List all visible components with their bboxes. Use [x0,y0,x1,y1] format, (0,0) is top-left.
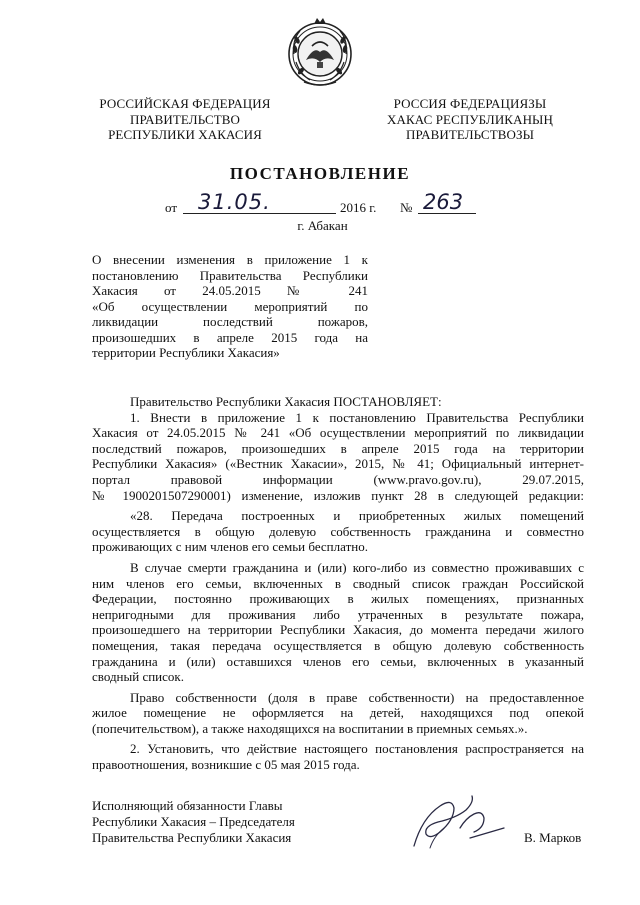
subject-line: произошедших в апреле 2015 года на [92,329,368,345]
header-right-line-3: ПРАВИТЕЛЬСТВОЗЫ [405,127,535,142]
header-left-line-1: РОССИЙСКАЯ ФЕДЕРАЦИЯ [99,96,271,111]
quote-2-line: В случае смерти гражданина и (или) кого-либо из совместно проживавших с [130,559,584,575]
subject-line: «Об осуществлении мероприятий по [92,298,368,314]
signer-position-line: Исполняющий обязанности Главы [92,798,283,813]
quote-2-line: помещения, такая передача осуществляется в общую долевую собственность [92,637,584,653]
subject-line: ликвидации последствий пожаров, [92,314,368,329]
item-1-line: Республики Хакасия» («Вестник Хакасии», 2015, № 41; Официальный интернет- [92,456,584,472]
item-1-line: 1. Внести в приложение 1 к постановлению Правительства Республики [130,409,584,425]
subject-line: территории Республики Хакасия» [92,345,280,360]
item-2-line: правоотношения, возникшие с 05 мая 2015 года. [92,757,360,773]
number-prefix: № [400,200,413,215]
quote-2-line: непригодными для проживания либо утраченных в результате пожара, [92,606,584,622]
document-title: ПОСТАНОВЛЕНИЕ [229,164,411,183]
quote-1-line: осуществляется в общую долевую собственность гражданина и совместно [92,523,584,539]
document-body [92,394,584,773]
signer-position-line: Республики Хакасия – Председателя [92,814,295,829]
header-left-line-3: РЕСПУБЛИКИ ХАКАСИЯ [108,127,262,142]
quote-1-line: проживающих с ним членов его семьи бесплатно. [92,539,368,555]
preamble: Правительство Республики Хакасия ПОСТАНОВЛЯЕТ: [130,394,442,409]
quote-2-line: ним членов его семьи, включенных в сводный список граждан Российской [92,575,584,591]
date-number-line [150,190,510,220]
quote-2-line: Федерации, постоянно проживающих в жилых помещениях, признанных [92,591,584,607]
item-1-line: № 1900201507290001) изменение, изложив пункт 28 в следующей редакции: [92,487,584,503]
signer-position-line: Правительства Республики Хакасия [92,830,292,845]
handwritten-date: 31.05. [198,190,271,214]
handwritten-signature-icon [400,788,520,858]
header-right-line-2: ХАКАС РЕСПУБЛИКАНЫҢ [387,111,553,127]
header-left [90,96,280,143]
quote-1-line: «28. Передача построенных и приобретенных жилых помещений [130,508,584,524]
date-prefix: от [165,200,178,215]
quote-3-line: Право собственности (доля в праве собственности) на предоставленное [130,689,584,705]
quote-3-line: (попечительством), а также находящихся на воспитании в приемных семьях.». [92,720,528,736]
quote-2-line: произошедшего на территории Республики Хакасия, до момента передачи жилого [92,622,584,638]
quote-2-line: сводный список. [92,669,184,685]
subject-line: Хакасия от 24.05.2015 № 241 [92,283,368,298]
header-right-line-1: РОССИЯ ФЕДЕРАЦИЯЗЫ [393,96,547,111]
date-year: 2016 г. [340,200,377,215]
coat-of-arms-emblem-icon [284,16,356,88]
signer-name: В. Марков [524,830,582,845]
signer-position [92,798,352,846]
item-2-line: 2. Установить, что действие настоящего постановления распространяется на [130,741,584,757]
item-1-line: портал правовой информации (www.pravo.gov.ru), 29.07.2015, [92,471,584,487]
subject-line: О внесении изменения в приложение 1 к [92,252,368,267]
quote-3-line: жилое помещение не оформляется на детей, находящихся под опекой [92,705,584,721]
header-right [372,96,568,143]
subject-line: постановлению Правительства Республики [92,267,368,283]
item-1-line: Хакасия от 24.05.2015 № 241 «Об осуществлении мероприятий по ликвидации [92,425,584,441]
subject-block [92,252,368,361]
item-1-line: последствий пожаров, произошедших в апреле 2015 года на территории [92,440,584,456]
quote-2-line: гражданина и (или) оставшихся членов его семьи, включенных в указанный [92,653,584,669]
city-label: г. Абакан [297,218,348,233]
handwritten-number: 263 [423,190,464,214]
header-left-line-2: ПРАВИТЕЛЬСТВО [129,111,241,127]
